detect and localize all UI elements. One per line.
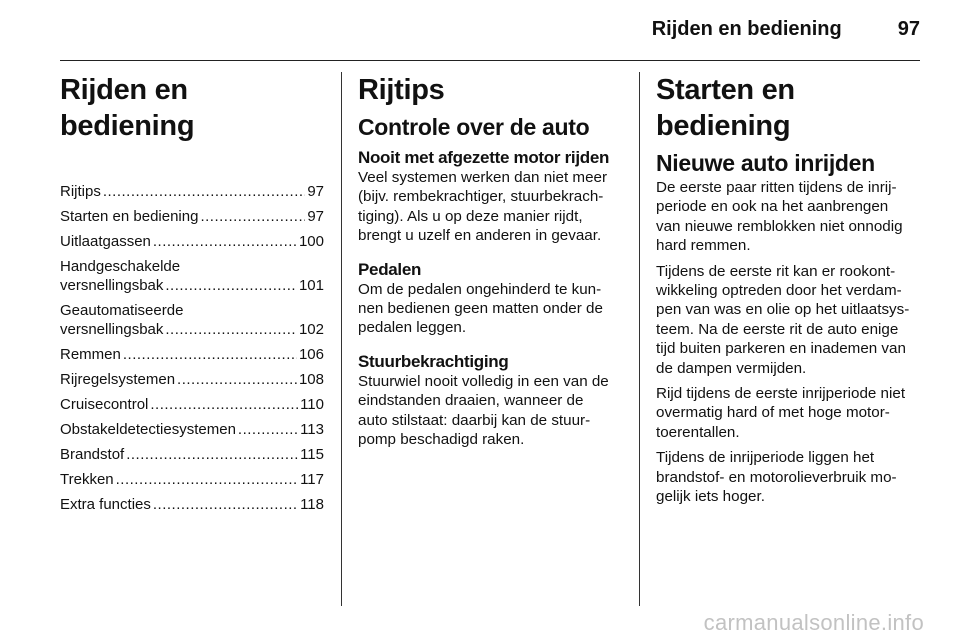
header-title: Rijden en bediening: [651, 18, 842, 40]
toc-entry-line: [60, 232, 324, 251]
column-toc: [60, 72, 324, 520]
paragraph: [358, 372, 622, 450]
toc-leader-dots: [126, 445, 298, 464]
toc-entry-line: [60, 320, 324, 339]
paragraph: [358, 168, 622, 246]
toc-entry-page: 102: [298, 321, 324, 338]
toc-entry-title-line: Handgeschakelde: [60, 258, 181, 275]
text-line: hard remmen.: [656, 237, 751, 255]
text-line: pedalen leggen.: [358, 319, 467, 337]
toc-entry-page: 106: [298, 346, 324, 363]
text-line: toerentallen.: [656, 423, 740, 441]
subsection-heading: Controle over de auto: [358, 114, 590, 140]
toc-entry-title: versnellingsbak: [60, 277, 164, 294]
page-header: [60, 18, 920, 41]
paragraph: [656, 178, 922, 256]
header-rule: [60, 60, 920, 61]
toc-entry-page: 97: [307, 208, 324, 225]
toc-entry[interactable]: [60, 370, 324, 389]
toc-entry-line: [60, 445, 324, 464]
text-line: wikkeling optreden door het verdam-: [656, 282, 902, 300]
toc-entry[interactable]: [60, 395, 324, 414]
toc-entry-page: 110: [300, 396, 324, 413]
toc-entry-title: Uitlaatgassen: [60, 233, 151, 250]
text-line: nen bedienen geen matten onder de: [358, 300, 603, 318]
text-line: teem. Na de eerste rit de auto enige: [656, 320, 899, 338]
topic-heading: Pedalen: [358, 259, 422, 279]
text-line: Veel systemen werken dan niet meer: [358, 169, 608, 186]
toc-entry-line: [60, 495, 324, 514]
toc-entry-page: 100: [298, 233, 324, 250]
text-line: pen van was en olie op het uitlaatsys-: [656, 301, 910, 319]
toc-leader-dots: [123, 345, 297, 364]
toc-entry-page: 101: [298, 277, 324, 294]
toc-entry[interactable]: [60, 182, 324, 201]
toc-entry-title: Cruisecontrol: [60, 396, 149, 413]
text-line: De eerste paar ritten tijdens de inrij-: [656, 179, 897, 196]
toc-entry-line: [60, 470, 324, 489]
watermark: carmanualsonline.info: [703, 610, 924, 635]
toc-entry-line: [60, 370, 324, 389]
toc-entry-title: Obstakeldetectiesystemen: [60, 421, 236, 438]
toc-entry-title: Trekken: [60, 471, 114, 488]
text-line: brengt u uzelf en anderen in gevaar.: [358, 227, 602, 245]
text-line: Tijdens de eerste rit kan er rookont-: [656, 262, 896, 280]
toc-leader-dots: [116, 470, 298, 489]
text-line: Stuurwiel nooit volledig in een van de: [358, 372, 609, 390]
page-number: 97: [897, 18, 920, 40]
column-divider: [639, 72, 640, 606]
toc-entry[interactable]: [60, 232, 324, 251]
paragraph: [656, 384, 922, 442]
toc-entry-page: 113: [300, 421, 324, 438]
toc-leader-dots: [238, 420, 298, 439]
toc-leader-dots: [103, 182, 305, 201]
toc-leader-dots: [165, 320, 297, 339]
toc-entry-page: 108: [298, 371, 324, 388]
toc-entry-page: 97: [307, 183, 324, 200]
toc-entry[interactable]: [60, 345, 324, 364]
section-heading: Starten en bediening: [656, 74, 795, 142]
toc-entry-title: versnellingsbak: [60, 321, 164, 338]
toc-leader-dots: [153, 232, 297, 251]
toc-entry-title: Starten en bediening: [60, 208, 199, 225]
toc-entry-line: [60, 276, 324, 295]
toc-entry-line: [60, 420, 324, 439]
paragraph: [656, 262, 922, 378]
chapter-heading: Rijden en bediening: [60, 74, 195, 142]
text-line: tijd buiten parkeren en inademen van: [656, 340, 906, 358]
toc-entry-page: 118: [300, 496, 324, 513]
text-line: Om de pedalen ongehinderd te kun-: [358, 280, 602, 298]
paragraph: [358, 280, 622, 338]
text-line: van nieuwe remblokken niet onnodig: [656, 217, 903, 235]
toc-entry-title: Rijregelsystemen: [60, 371, 176, 388]
text-line: (bijv. rembekrachtiger, stuurbekrach-: [358, 188, 604, 206]
text-line: eindstanden draaien, wanneer de: [358, 392, 584, 410]
text-line: overmatig hard of met hoge motor-: [656, 404, 890, 422]
toc-entry-line: [60, 345, 324, 364]
toc-entry[interactable]: [60, 495, 324, 514]
toc-entry[interactable]: [60, 445, 324, 464]
column-rijtips: [358, 72, 622, 449]
text-line: periode en ook na het aanbrengen: [656, 198, 889, 216]
table-of-contents: [60, 182, 324, 514]
toc-entry[interactable]: [60, 257, 324, 295]
toc-entry[interactable]: [60, 207, 324, 226]
text-line: pomp beschadigd raken.: [358, 431, 525, 449]
subsection-heading: Nieuwe auto inrijden: [656, 150, 875, 176]
column-starten: [656, 72, 922, 507]
toc-entry-line: [60, 182, 324, 201]
toc-entry[interactable]: [60, 470, 324, 489]
column-divider: [341, 72, 342, 606]
topic-heading: Stuurbekrachtiging: [358, 351, 509, 371]
text-line: auto stilstaat: daarbij kan de stuur-: [358, 411, 591, 429]
toc-entry-title-line: Geautomatiseerde: [60, 302, 184, 319]
toc-leader-dots: [165, 276, 297, 295]
toc-leader-dots: [200, 207, 305, 226]
toc-entry-title: Remmen: [60, 346, 121, 363]
toc-entry-line: [60, 207, 324, 226]
toc-entry-title: Extra functies: [60, 496, 151, 513]
text-line: tiging). Als u op deze manier rijdt,: [358, 207, 583, 225]
text-line: Rijd tijdens de eerste inrijperiode niet: [656, 385, 906, 403]
text-line: gelijk iets hoger.: [656, 488, 765, 506]
text-line: Tijdens de inrijperiode liggen het: [656, 449, 875, 467]
toc-entry-title: Rijtips: [60, 183, 101, 200]
toc-leader-dots: [177, 370, 297, 389]
text-line: de dampen vermijden.: [656, 359, 807, 377]
toc-leader-dots: [153, 495, 298, 514]
toc-entry[interactable]: [60, 301, 324, 339]
toc-entry-page: 117: [300, 471, 324, 488]
toc-entry-page: 115: [300, 446, 324, 463]
toc-entry[interactable]: [60, 420, 324, 439]
text-line: brandstof- en motorolieverbruik mo-: [656, 468, 897, 486]
toc-leader-dots: [150, 395, 298, 414]
toc-entry-line: [60, 395, 324, 414]
topic-heading: Nooit met afgezette motor rijden: [358, 148, 610, 167]
section-heading: Rijtips: [358, 74, 445, 106]
toc-entry-title: Brandstof: [60, 446, 125, 463]
paragraph: [656, 448, 922, 506]
